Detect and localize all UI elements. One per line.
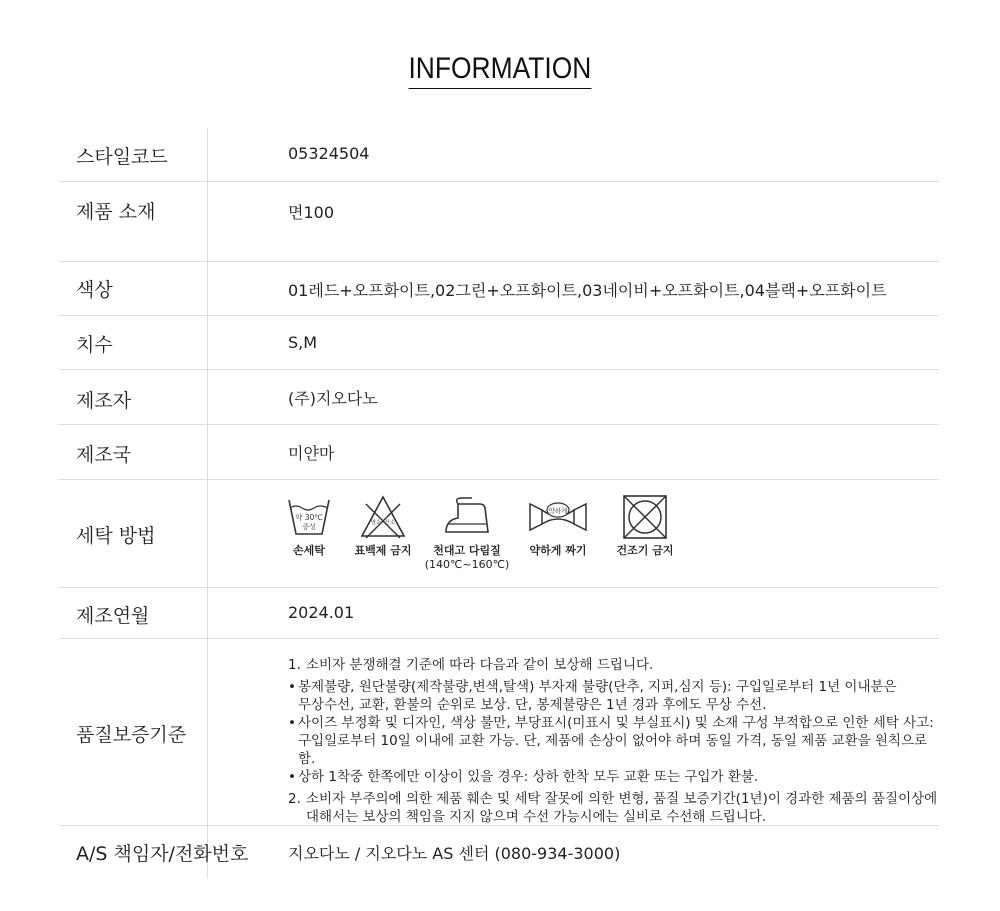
page-title: INFORMATION: [409, 52, 592, 89]
iron-caption: 천대고 다림질: [433, 544, 501, 557]
color-value: 01레드+오프화이트,02그린+오프화이트,03네이비+오프화이트,04블랙+오프화이트: [288, 281, 887, 300]
row-as: [59, 826, 939, 883]
country-label: 제조국: [76, 444, 132, 466]
quality-text: [288, 656, 938, 830]
hand-wash-temp: 약 30℃: [295, 513, 323, 522]
row-manufacturer: [59, 370, 939, 425]
gentle-wring-inner: 약하게: [548, 507, 568, 515]
as-label: A/S 책임자/전화번호: [76, 843, 249, 865]
quality-bullet-2-cont: 구입일로부터 10일 이내에 교환 가능. 단, 제품에 손상이 없어야 하며 동일 가격, 동일 제품 교환을 원칙으로 함.: [298, 733, 928, 767]
size-value: S,M: [288, 333, 318, 352]
quality-bullet-3: • 상하 1착중 한쪽에만 이상이 있을 경우: 상하 한착 모두 교환 또는 구입가 환불.: [288, 769, 759, 785]
quality-item-2: 2. 소비자 부주의에 의한 제품 훼손 및 세탁 잘못에 의한 변형, 품질 보증기간(1년)이 경과한 제품의 품질이상에: [288, 791, 938, 807]
quality-bullet-2: • 사이즈 부정확 및 디자인, 색상 불만, 부당표시(미표시 및 부실표시) 및 소재 구성 부적합으로 인한 세탁 사고:: [288, 715, 934, 731]
style-code-label: 스타일코드: [76, 146, 168, 168]
date-value: 2024.01: [288, 603, 355, 622]
manufacturer-value: (주)지오다노: [288, 389, 378, 408]
iron-icon: [422, 494, 512, 572]
no-bleach-chlorine: 염소: [370, 520, 382, 526]
size-label: 치수: [76, 334, 113, 356]
row-washing: [59, 480, 939, 588]
date-label: 제조연월: [76, 605, 150, 627]
no-tumble-dry-icon: [600, 494, 690, 558]
quality-item-1: 1. 소비자 분쟁해결 기준에 따라 다음과 같이 보상해 드립니다.: [288, 657, 654, 673]
row-size: [59, 316, 939, 370]
gentle-wring-icon: [513, 494, 603, 558]
no-tumble-dry-caption: 건조기 금지: [616, 544, 674, 557]
hand-wash-neutral: 중성: [302, 523, 316, 531]
iron-temp: (140℃~160℃): [424, 558, 510, 571]
row-style-code: [59, 128, 939, 182]
country-value: 미얀마: [288, 444, 335, 463]
color-label: 색상: [76, 279, 113, 301]
as-value: 지오다노 / 지오다노 AS 센터 (080-934-3000): [288, 844, 621, 863]
row-quality: [59, 639, 939, 826]
quality-item-2-cont: 대해서는 보상의 책임을 지지 않으며 수선 가능시에는 실비로 수선해 드립니다.: [306, 809, 767, 825]
gentle-wring-caption: 약하게 짜기: [529, 544, 587, 557]
manufacturer-label: 제조자: [76, 390, 132, 412]
style-code-value: 05324504: [288, 144, 370, 163]
no-bleach-oxygen: 산소: [384, 520, 396, 526]
row-date: [59, 588, 939, 639]
no-bleach-icon: [338, 494, 428, 558]
material-value: 면100: [288, 203, 334, 222]
page-title-wrap: [0, 52, 1000, 89]
washing-icons: [284, 494, 704, 574]
no-bleach-caption: 표백제 금지: [354, 544, 412, 557]
row-country: [59, 425, 939, 480]
quality-bullet-1: • 봉제불량, 원단불량(제작불량,변색,탈색) 부자재 불량(단추, 지퍼,심지 등): 구입일로부터 1년 이내분은: [288, 679, 897, 695]
quality-label: 품질보증기준: [76, 724, 187, 746]
row-color: [59, 262, 939, 316]
info-table: [59, 128, 939, 883]
hand-wash-caption: 손세탁: [293, 544, 325, 557]
row-material: [59, 182, 939, 262]
washing-label: 세탁 방법: [76, 525, 156, 547]
quality-bullet-1-cont: 무상수선, 교환, 환불의 순위로 보상. 단, 봉제불량은 1년 경과 후에도 무상 수선.: [298, 697, 767, 713]
material-label: 제품 소재: [76, 201, 156, 223]
